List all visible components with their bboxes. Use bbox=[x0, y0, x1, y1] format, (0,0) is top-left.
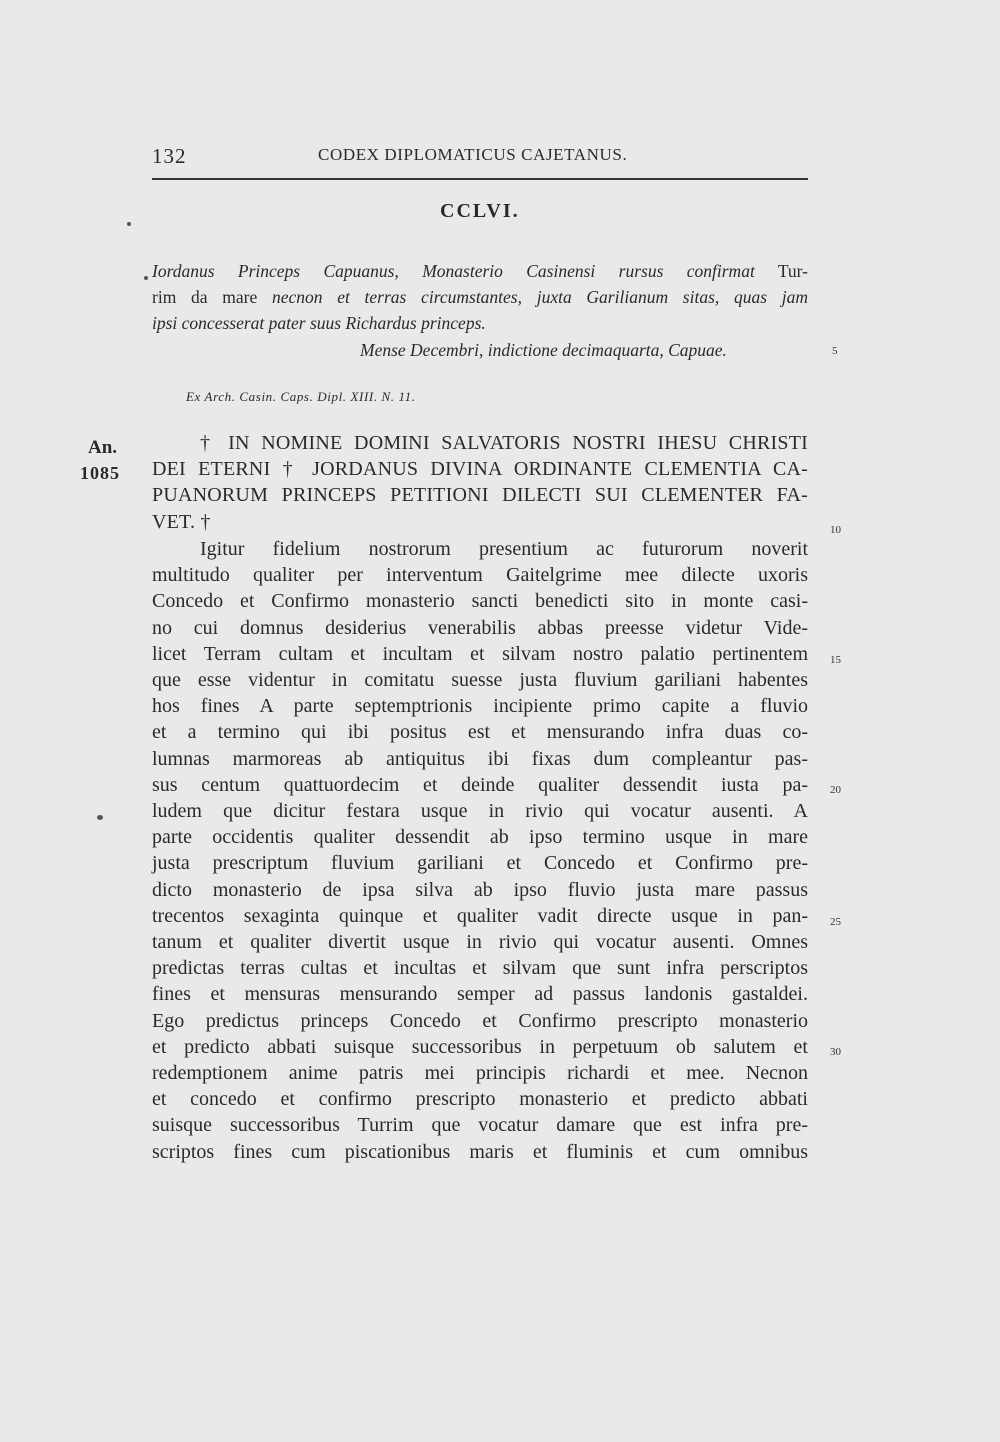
body-line: Concedo et Confirmo monasterio sancti benedicti sito in monte casi- bbox=[152, 590, 808, 613]
line-number: 30 bbox=[830, 1046, 841, 1058]
body-line: redemptionem anime patris mei principis richardi et mee. Necnon bbox=[152, 1062, 808, 1085]
body-line: lumnas marmoreas ab antiquitus ibi fixas dum compleantur pas- bbox=[152, 747, 808, 770]
dateline: Mense Decembri, indictione decimaquarta, Capuae. bbox=[360, 340, 727, 360]
summary-line: ipsi concesserat pater suus Richardus princeps. bbox=[152, 313, 486, 333]
body-line: et concedo et confirmo prescripto monasterio et predicto abbati bbox=[152, 1088, 808, 1111]
body-line: predictas terras cultas et incultas et silvam que sunt infra perscriptos bbox=[152, 957, 808, 980]
running-title: CODEX DIPLOMATICUS CAJETANUS. bbox=[318, 145, 628, 164]
body-line: tanum et qualiter divertit usque in rivio qui vocatur ausenti. Omnes bbox=[152, 931, 808, 954]
body-line: licet Terram cultam et incultam et silvam nostro palatio pertinentem bbox=[152, 642, 808, 665]
body-line: trecentos sexaginta quinque et qualiter vadit directe usque in pan- bbox=[152, 904, 808, 927]
body-line: que esse videntur in comitatu suesse justa fluvium gariliani habentes bbox=[152, 669, 808, 692]
summary-line: Iordanus Princeps Capuanus, Monasterio Casinensi rursus confirmat Tur- bbox=[152, 261, 808, 281]
body-line: fines et mensuras mensurando semper ad passus landonis gastaldei. bbox=[152, 983, 808, 1006]
heading-line: DEI ETERNI † JORDANUS DIVINA ORDINANTE CLEMENTIA CA- bbox=[152, 458, 808, 481]
heading-line: PUANORUM PRINCEPS PETITIONI DILECTI SUI CLEMENTER FA- bbox=[152, 484, 808, 507]
body-line: ludem que dicitur festara usque in rivio qui vocatur ausenti. A bbox=[152, 800, 808, 823]
document-number: CCLVI. bbox=[440, 200, 520, 222]
line-number: 10 bbox=[830, 524, 841, 536]
body-line: et predicto abbati suisque successoribus in perpetuum ob salutem et bbox=[152, 1035, 808, 1058]
charter-body bbox=[152, 536, 808, 1165]
line-number: 5 bbox=[832, 345, 838, 357]
body-line: hos fines A parte septemptrionis incipiente primo capite a fluvio bbox=[152, 695, 808, 718]
heading-line: VET. † bbox=[152, 510, 211, 533]
body-line: parte occidentis qualiter dessendit ab ipso termino usque in mare bbox=[152, 826, 808, 849]
margin-year-label: An. bbox=[88, 437, 118, 458]
body-line: dicto monasterio de ipsa silva ab ipso fluvio justa mare passus bbox=[152, 878, 808, 901]
body-line: justa prescriptum fluvium gariliani et Concedo et Confirmo pre- bbox=[152, 852, 808, 875]
line-number: 15 bbox=[830, 654, 841, 666]
header-rule bbox=[152, 178, 808, 180]
charter-heading bbox=[152, 430, 808, 535]
ink-speck bbox=[97, 815, 103, 820]
body-line: Igitur fidelium nostrorum presentium ac futurorum noverit bbox=[200, 538, 808, 560]
body-line: suisque successoribus Turrim que vocatur damare que est infra pre- bbox=[152, 1114, 808, 1137]
line-number: 20 bbox=[830, 784, 841, 796]
body-line: no cui domnus desiderius venerabilis abbas preesse videtur Vide- bbox=[152, 616, 808, 639]
body-line: sus centum quattuordecim et deinde qualiter dessendit iusta pa- bbox=[152, 773, 808, 796]
page-number: 132 bbox=[152, 144, 187, 168]
body-line: Ego predictus princeps Concedo et Confirmo prescripto monasterio bbox=[152, 1009, 808, 1032]
body-line: scriptos fines cum piscationibus maris et fluminis et cum omnibus bbox=[152, 1140, 808, 1163]
archive-source: Ex Arch. Casin. Caps. Dipl. XIII. N. 11. bbox=[186, 389, 416, 404]
body-line: multitudo qualiter per interventum Gaitelgrime mee dilecte uxoris bbox=[152, 564, 808, 587]
document-summary bbox=[152, 258, 808, 336]
heading-line: † IN NOMINE DOMINI SALVATORIS NOSTRI IHESU CHRISTI bbox=[200, 432, 808, 454]
ink-speck bbox=[127, 222, 131, 226]
ink-speck bbox=[144, 276, 148, 280]
margin-year: 1085 bbox=[80, 463, 120, 483]
line-number: 25 bbox=[830, 916, 841, 928]
body-line: et a termino qui ibi positus est et mensurando infra duas co- bbox=[152, 721, 808, 744]
summary-line: rim da mare necnon et terras circumstantes, juxta Garilianum sitas, quas jam bbox=[152, 287, 809, 307]
